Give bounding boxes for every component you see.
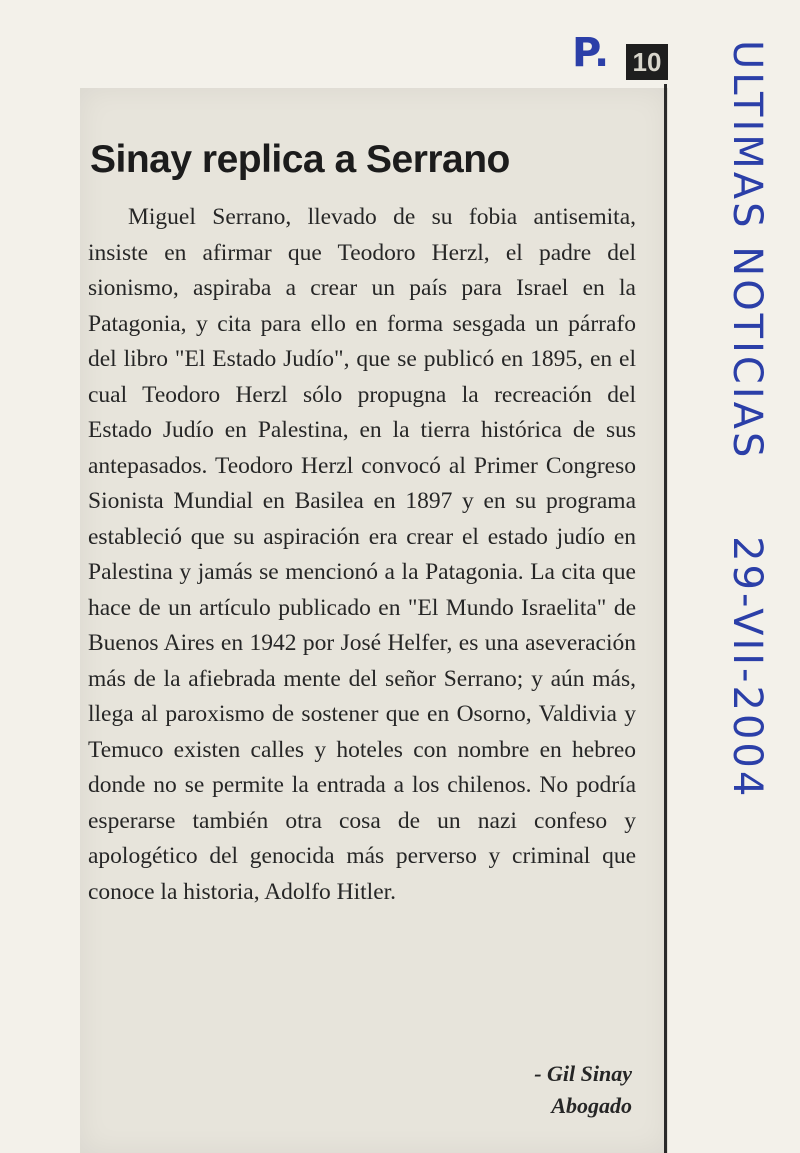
column-divider (664, 84, 667, 1153)
signature-title: Abogado (551, 1093, 632, 1118)
article-body: Miguel Serrano, llevado de su fobia antisemita, insiste en afirmar que Teodoro Herzl, el padre del sionismo, aspiraba a crear un país para Israel en la Patagonia, y cita para ello en forma sesgada un párrafo del libro "El Estado Judío", que se publicó en 1895, en el cual Teodoro Herzl sólo propugna la recreación del Estado Judío en Palestina, en la tierra histórica de sus antepasados. Teodoro Herzl convocó al Primer Congreso Sionista Mundial en Basilea en 1897 y en su programa estableció que su aspiración era crear el estado judío en Palestina y jamás se mencionó a la Patagonia. La cita que hace de un artículo publicado en "El Mundo Israelita" de Buenos Aires en 1942 por José Helfer, es una aseveración más de la afiebrada mente del señor Serrano; y aún más, llega al paroxismo de sostener que en Osorno, Valdivia y Temuco existen calles y hoteles con nombre en hebreo donde no se permite la entrada a los chilenos. No podría esperarse también otra cosa de un nazi confeso y apologético del genocida más perverso y criminal que conoce la historia, Adolfo Hitler. (88, 204, 636, 905)
signature-name: - Gil Sinay (534, 1061, 632, 1086)
page-number-box: 10 (626, 44, 668, 80)
handwritten-source-note (724, 40, 770, 799)
handwritten-source: ULTIMAS NOTICIAS (724, 40, 770, 461)
article-title: Sinay replica a Serrano (90, 138, 510, 181)
handwritten-date: 29-VII-2004 (724, 536, 770, 800)
article-signature (534, 1058, 632, 1122)
handwritten-page-mark: P. (572, 30, 610, 76)
